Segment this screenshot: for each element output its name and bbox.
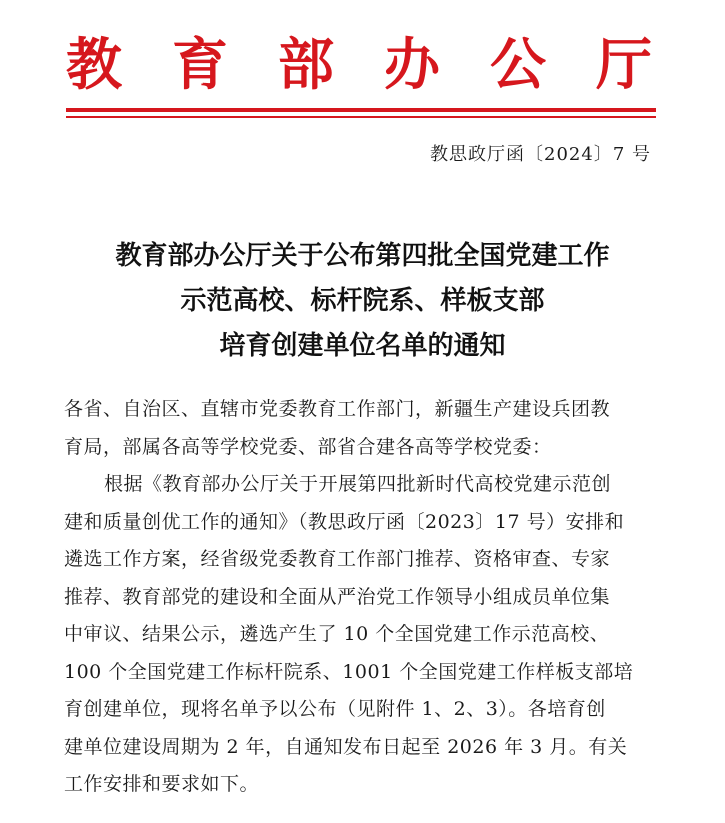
header-red-rule-thick: [66, 108, 656, 112]
body-line: 建单位建设周期为 2 年，自通知发布日起至 2026 年 3 月。有关: [64, 735, 628, 758]
masthead-char: 公: [490, 32, 546, 98]
masthead-char: 办: [384, 32, 440, 98]
body-line: 工作安排和要求如下。: [64, 773, 260, 795]
masthead-char: 育: [172, 32, 228, 98]
masthead-char: 教: [66, 32, 122, 98]
body-line: 遴选工作方案，经省级党委教育工作部门推荐、资格审查、专家: [64, 548, 611, 570]
addressee-line: 育局，部属各高等学校党委、部省合建各高等学校党委：: [64, 435, 552, 458]
body-line: 推荐、教育部党的建设和全面从严治党工作领导小组成员单位集: [64, 585, 611, 608]
masthead-org-name: [64, 30, 654, 100]
title-line: 示范高校、标杆院系、样板支部: [180, 286, 545, 316]
document-title: [0, 234, 725, 369]
body-line: 中审议、结果公示，遴选产生了 10 个全国党建工作示范高校、: [64, 623, 610, 645]
masthead-char: 厅: [596, 32, 652, 98]
document-number: 教思政厅函〔2024〕7 号: [430, 144, 651, 165]
title-line: 培育创建单位名单的通知: [219, 331, 506, 361]
body-paragraph: [64, 466, 664, 804]
body-line: 育创建单位，现将名单予以公布（见附件 1、2、3）。各培育创: [64, 698, 606, 720]
body-line: 根据《教育部办公厅关于开展第四批新时代高校党建示范创: [104, 473, 612, 495]
addressee: [64, 391, 664, 466]
masthead-char: 部: [278, 32, 334, 98]
addressee-line: 各省、自治区、直辖市党委教育工作部门，新疆生产建设兵团教: [64, 398, 611, 420]
title-line: 教育部办公厅关于公布第四批全国党建工作: [115, 241, 610, 271]
header-red-rule-thin: [66, 116, 656, 118]
body-line: 100 个全国党建工作标杆院系、1001 个全国党建工作样板支部培: [64, 660, 634, 683]
body-line: 建和质量创优工作的通知》（教思政厅函〔2023〕17 号）安排和: [64, 510, 625, 533]
